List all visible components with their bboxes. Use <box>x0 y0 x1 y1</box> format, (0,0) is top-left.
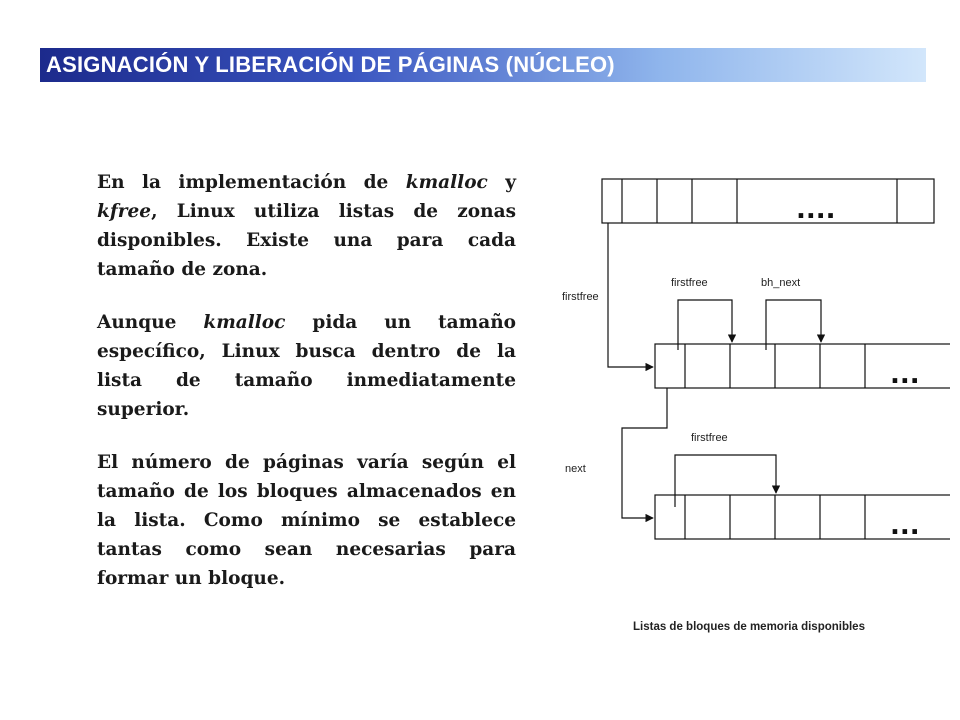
paragraph-2 <box>97 308 516 424</box>
p1-text-a: En la implementación de <box>97 172 406 193</box>
label-firstfree-left: firstfree <box>562 291 599 303</box>
bottom-ellipsis: ... <box>890 511 920 541</box>
p1-kfree: kfree <box>97 201 152 222</box>
page-title: ASIGNACIÓN Y LIBERACIÓN DE PÁGINAS (NÚCLEO) <box>46 52 615 77</box>
memory-block-diagram <box>540 160 950 560</box>
p2-kmalloc: kmalloc <box>203 312 286 333</box>
body-text <box>97 168 516 617</box>
paragraph-1 <box>97 168 516 284</box>
top-ellipsis: .... <box>796 195 836 225</box>
bh-next-arrow <box>766 300 821 350</box>
p1-text-b: y <box>487 172 516 193</box>
middle-list-block <box>655 344 950 390</box>
firstfree-arrow-left <box>608 223 653 367</box>
next-arrow <box>622 388 667 518</box>
p1-text-c: , Linux utiliza listas de zonas disponibles. Existe una para cada tamaño de zona. <box>97 201 516 280</box>
diagram-caption: Listas de bloques de memoria disponibles <box>633 621 865 633</box>
p2-text-b: pida un tamaño específico, Linux busca dentro de la lista de tamaño inmediatamente superior. <box>97 312 516 420</box>
label-next: next <box>565 463 586 475</box>
firstfree-arrow-bottom <box>675 455 776 507</box>
title-bar <box>40 48 926 82</box>
p1-kmalloc: kmalloc <box>405 172 488 193</box>
label-bh-next: bh_next <box>761 277 801 289</box>
p3-text: El número de páginas varía según el tamaño de los bloques almacenados en la lista. Como mínimo se establece tantas como sean necesarias para formar un bloque. <box>97 452 516 589</box>
label-firstfree-middle: firstfree <box>671 277 708 289</box>
top-list-block <box>602 179 934 225</box>
label-firstfree-bottom: firstfree <box>691 432 728 444</box>
p2-text-a: Aunque <box>97 312 204 333</box>
bottom-list-block <box>655 495 950 541</box>
middle-ellipsis: ... <box>890 360 920 390</box>
firstfree-arrow-middle <box>678 300 732 350</box>
paragraph-3 <box>97 448 516 593</box>
